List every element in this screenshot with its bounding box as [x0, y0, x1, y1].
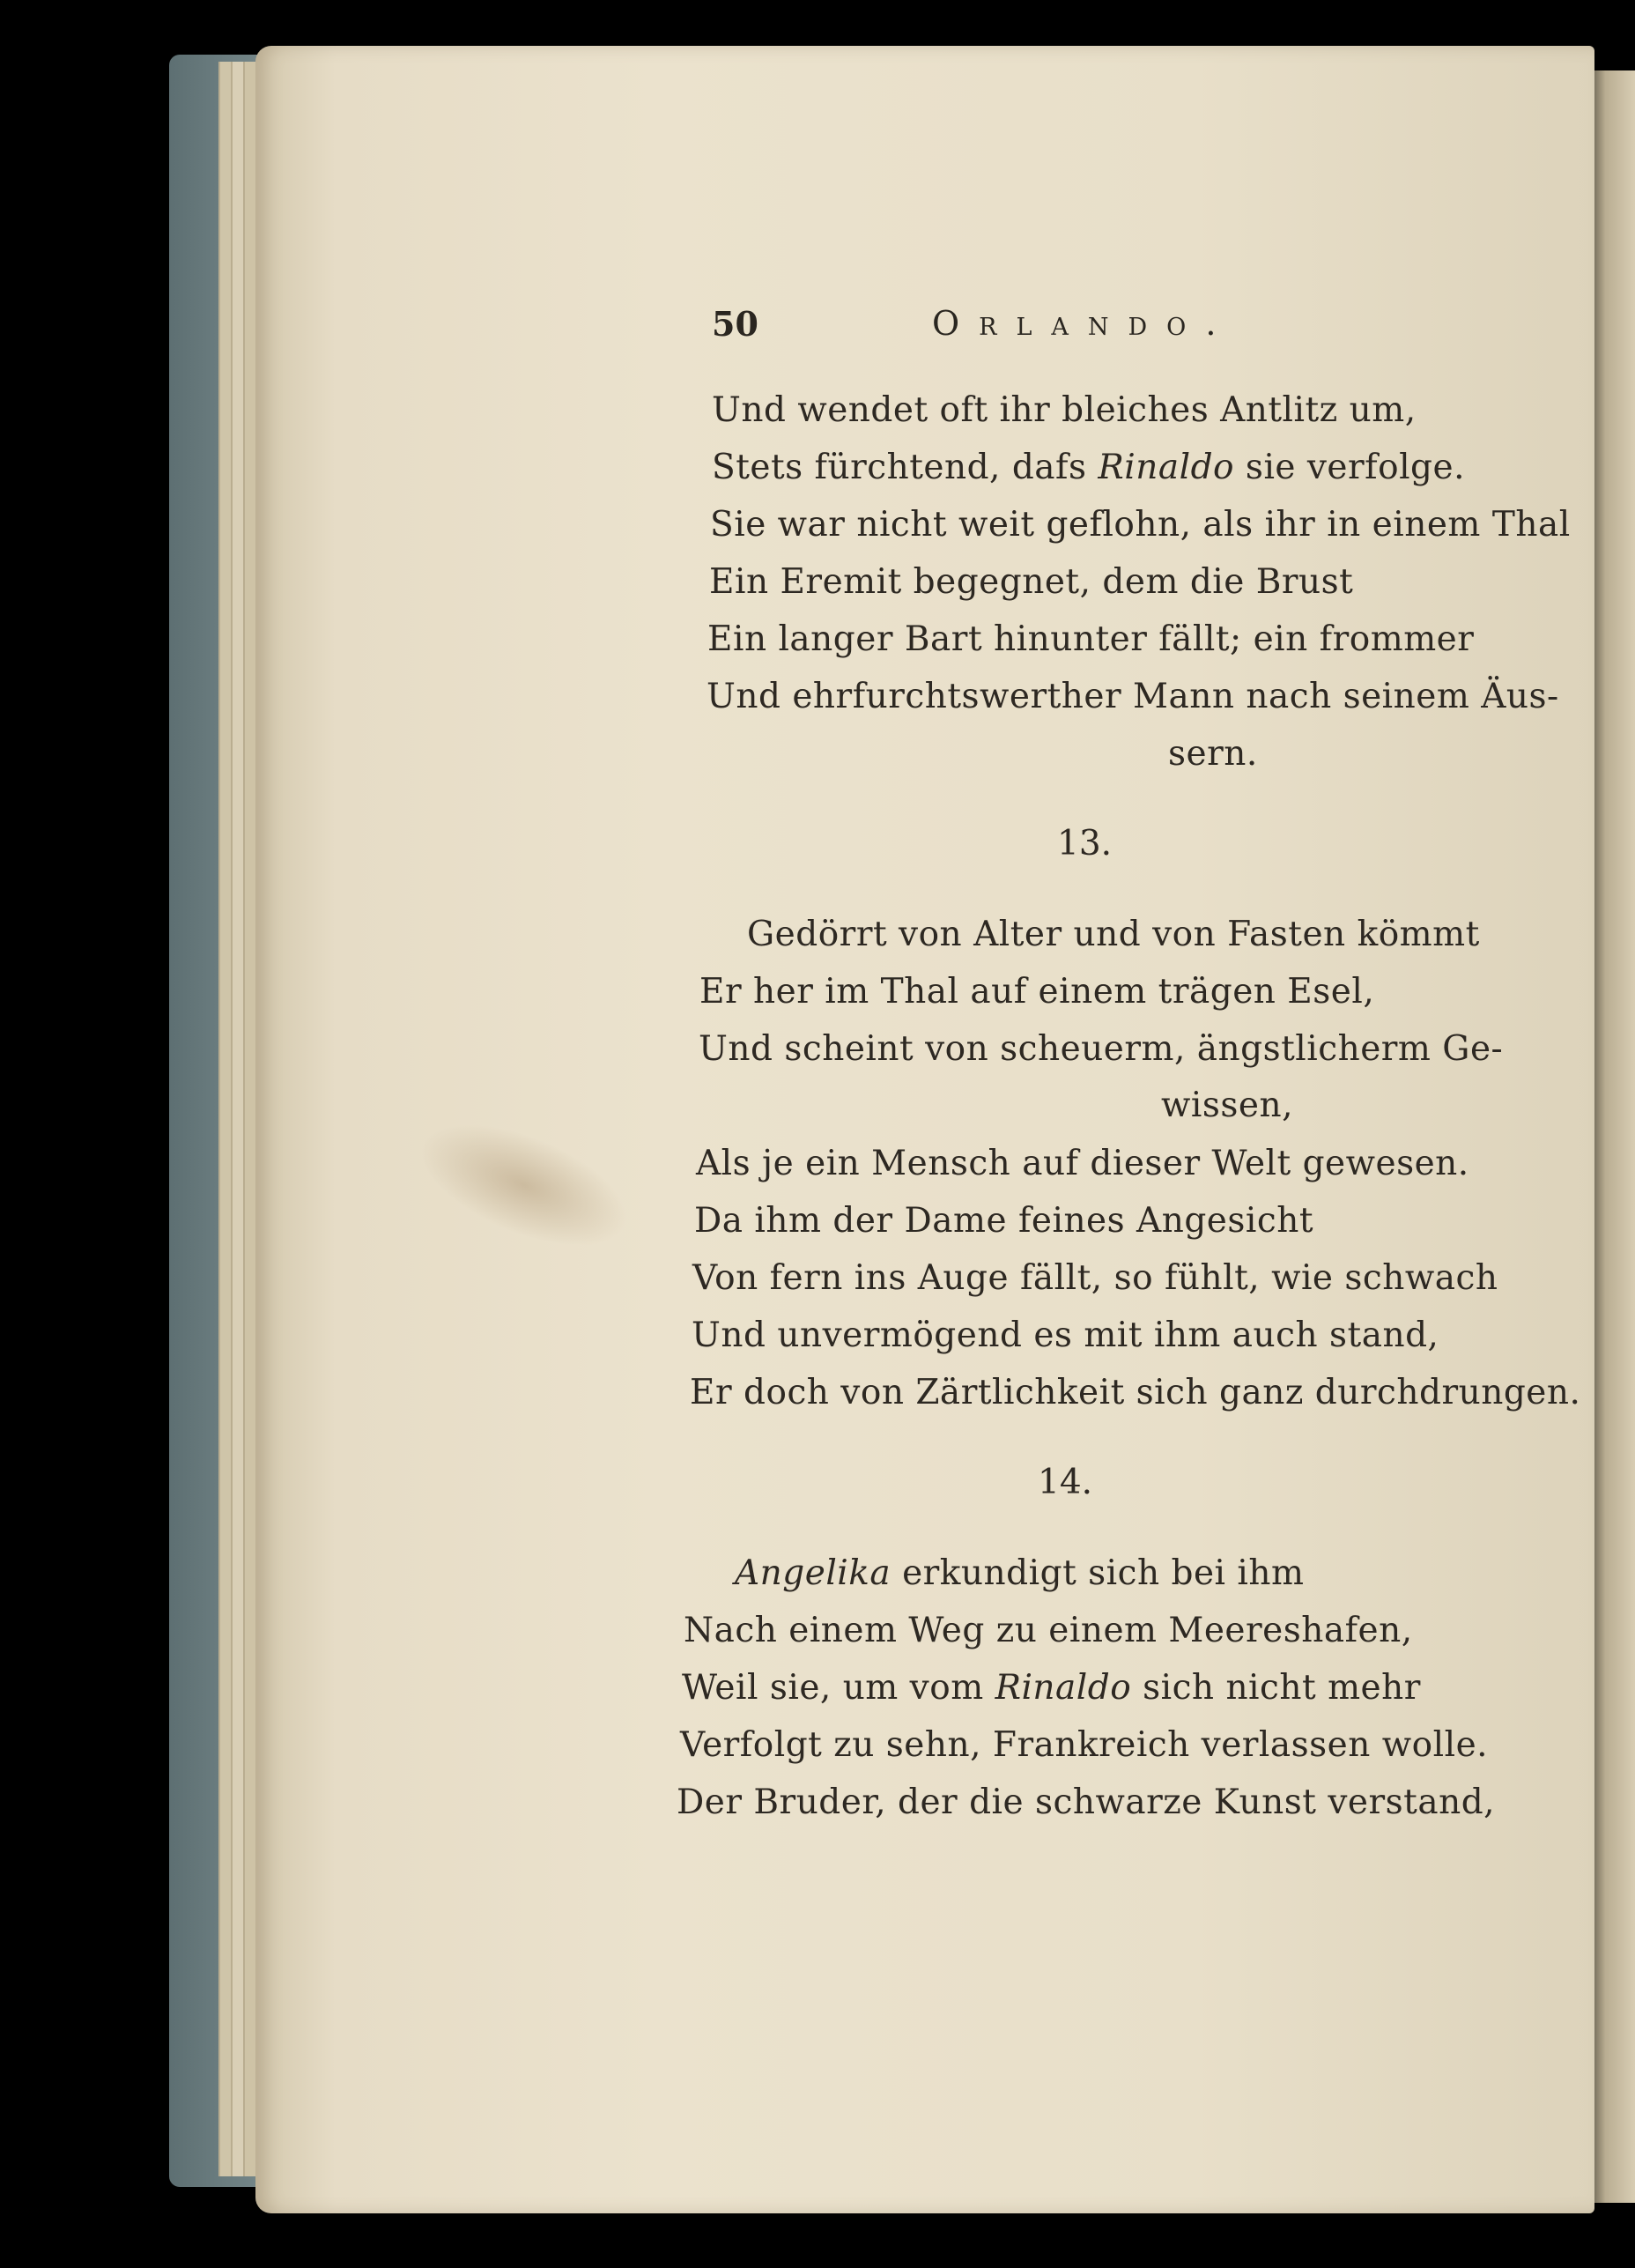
verse-line: Er her im Thal auf einem trägen Esel,	[699, 972, 1375, 1012]
verse-line: Ein langer Bart hinunter fällt; ein frommer	[707, 619, 1475, 659]
verse-line: Er doch von Zärtlichkeit sich ganz durchdrungen.	[690, 1373, 1581, 1412]
stanza-number: 13.	[1057, 824, 1113, 863]
verse-line: Verfolgt zu sehn, Frankreich verlassen wolle.	[680, 1725, 1489, 1765]
verse-line: Weil sie, um vom Rinaldo sich nicht mehr	[682, 1668, 1421, 1708]
verse-line: Gedörrt von Alter und von Fasten kömmt	[747, 915, 1480, 954]
stanza-number: 14.	[1038, 1463, 1093, 1502]
verse-line: Und wendet oft ihr bleiches Antlitz um,	[712, 390, 1417, 430]
verse-line: Und unvermögend es mit ihm auch stand,	[692, 1316, 1439, 1355]
verse-line: Sie war nicht weit geflohn, als ihr in einem Thal	[710, 505, 1571, 545]
verse-line: Der Bruder, der die schwarze Kunst verstand,	[677, 1783, 1496, 1822]
verse-line: Angelika erkundigt sich bei ihm	[735, 1553, 1305, 1593]
verse-line: Ein Eremit begegnet, dem die Brust	[709, 562, 1354, 602]
verse-line: Von fern ins Auge fällt, so fühlt, wie schwach	[692, 1258, 1498, 1298]
verse-line-turnover: sern.	[1168, 734, 1258, 774]
verse-line: Stets fürchtend, dafs Rinaldo sie verfolge.	[712, 448, 1465, 487]
verse-line: Und scheint von scheuerm, ängstlicherm Ge-	[699, 1029, 1504, 1069]
verse-line: Als je ein Mensch auf dieser Welt gewesen.	[696, 1144, 1469, 1183]
verse-line-turnover: wissen,	[1161, 1086, 1293, 1125]
verse-line: Nach einem Weg zu einem Meereshafen,	[684, 1611, 1413, 1650]
page-header	[712, 304, 1505, 366]
running-title: Orlando.	[932, 304, 1236, 343]
verse-line: Da ihm der Dame feines Angesicht	[694, 1201, 1313, 1241]
verse-line: Und ehrfurchtswerther Mann nach seinem Äus-	[707, 677, 1559, 716]
page-number: 50	[712, 304, 758, 344]
